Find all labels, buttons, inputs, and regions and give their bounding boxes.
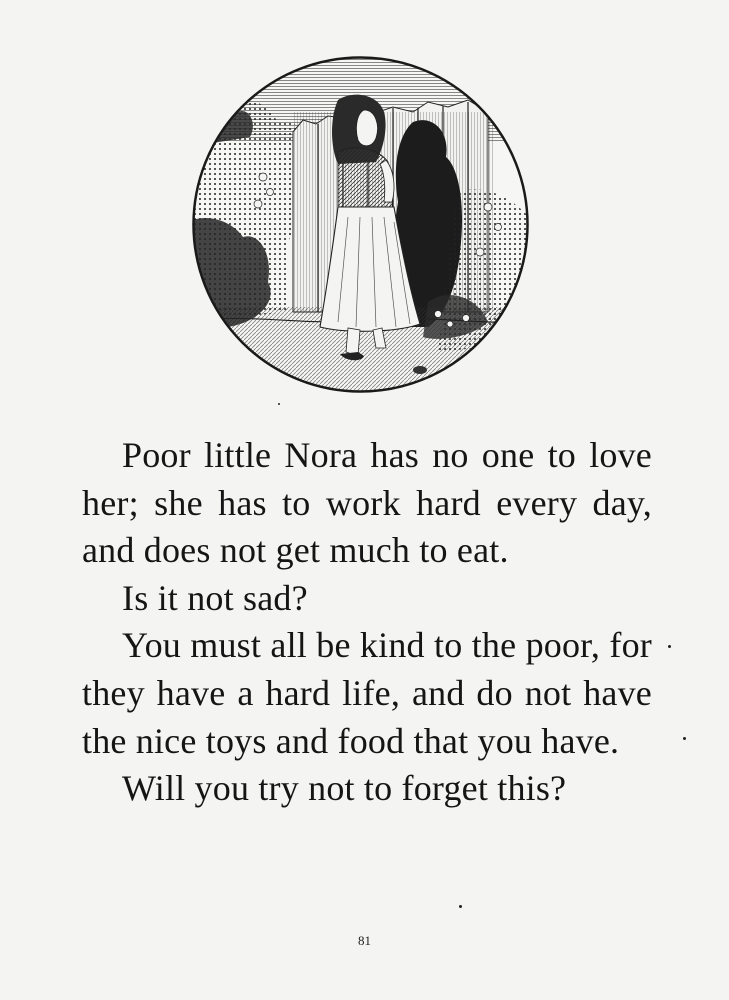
paragraph-forget: Will you try not to forget this?: [122, 768, 567, 809]
paragraph-kind: You must all be kind to the poor, for they have a hard life, and do not have the nice toys and food that you have.: [82, 625, 652, 761]
girl-by-fence-illustration: [188, 52, 533, 397]
paragraph-sad: Is it not sad?: [122, 577, 308, 618]
ink-speck: [278, 403, 280, 405]
story-text: [82, 432, 652, 813]
ink-speck: [459, 905, 462, 908]
ink-speck: [668, 645, 671, 648]
page-number: 81: [358, 933, 371, 948]
ink-speck: [683, 737, 686, 740]
paragraph-nora: Poor little Nora has no one to love her; she has to work hard every day, and does not get much to eat.: [82, 435, 652, 571]
